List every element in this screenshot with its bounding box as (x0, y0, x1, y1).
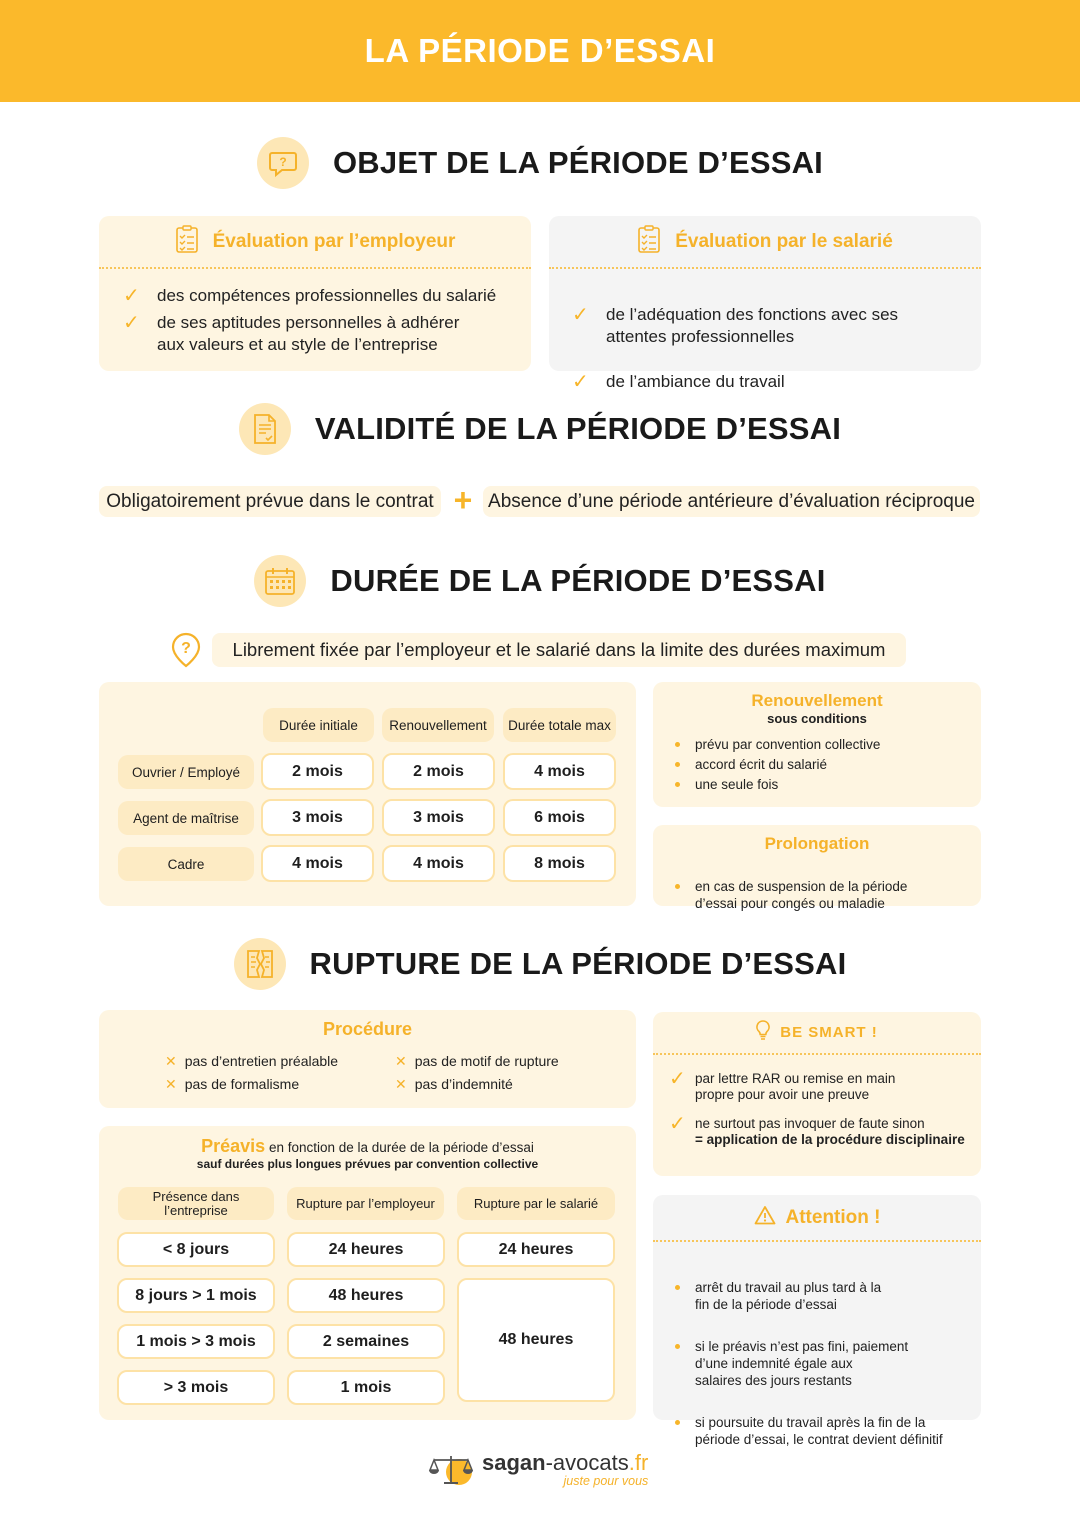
svg-text:?: ? (181, 640, 191, 657)
list-item-text: des compétences professionnelles du salarié (157, 286, 497, 305)
duration-table (99, 682, 636, 906)
notice-title-suffix: en fonction de la durée de la période d’essai (268, 1140, 534, 1155)
check-icon: ✓ (572, 371, 589, 393)
brand-tagline: juste pour vous (563, 1474, 649, 1488)
list-item (669, 1068, 981, 1103)
list-item-text: ne surtout pas invoquer de faute sinon (695, 1116, 925, 1131)
procedure-item (395, 1053, 559, 1070)
check-icon: ✓ (572, 304, 589, 326)
footer-brand (428, 1452, 658, 1496)
notice-heading (99, 1126, 636, 1157)
footer-brand-text (482, 1452, 648, 1488)
checklist-icon (175, 225, 199, 258)
table-cell: 3 mois (382, 799, 495, 836)
question-pin-icon (170, 632, 204, 668)
cross-icon: ✕ (395, 1053, 407, 1069)
renewal-conditions-list (653, 726, 981, 793)
list-item-text: de ses aptitudes personnelles à adhérer aux valeurs et au style de l’entreprise (157, 313, 460, 354)
table-cell: < 8 jours (117, 1232, 275, 1267)
table-cell: 48 heures (287, 1278, 445, 1313)
list-item: en cas de suspension de la période d’essai pour congés ou maladie (669, 878, 981, 912)
table-cell: 8 mois (503, 845, 616, 882)
be-smart-card (653, 1012, 981, 1176)
section-title: DURÉE DE LA PÉRIODE D’ESSAI (330, 563, 826, 598)
section-objet-heading (0, 137, 1080, 189)
section-validite-heading (0, 403, 1080, 455)
procedure-item-text: pas d’entretien préalable (184, 1053, 339, 1069)
renewal-subtitle: sous conditions (767, 711, 867, 726)
cross-icon: ✕ (165, 1053, 177, 1069)
list-item: accord écrit du salarié (669, 756, 981, 773)
calendar-icon (254, 555, 306, 607)
procedure-item (395, 1076, 513, 1093)
plus-icon: + (453, 481, 473, 518)
check-icon: ✓ (123, 285, 140, 307)
duration-note: Librement fixée par l’employeur et le salarié dans la limite des durées maximum (212, 633, 906, 667)
section-duree-heading (0, 555, 1080, 607)
list-item (669, 1113, 981, 1148)
table-cell: 4 mois (382, 845, 495, 882)
procedure-item-text: pas d’indemnité (414, 1076, 513, 1092)
brand-name-suffix: -avocats (545, 1450, 629, 1475)
column-header: Renouvellement (382, 708, 494, 742)
notice-subtitle: sauf durées plus longues prévues par convention collective (196, 1157, 539, 1171)
lightbulb-icon (756, 1020, 770, 1045)
cross-icon: ✕ (395, 1076, 407, 1092)
table-cell: 24 heures (287, 1232, 445, 1267)
list-item (123, 312, 531, 356)
document-check-icon (239, 403, 291, 455)
employer-criteria-list (99, 269, 531, 356)
employer-evaluation-card (99, 216, 531, 371)
table-cell: 1 mois (287, 1370, 445, 1405)
renewal-title: Renouvellement (751, 691, 883, 710)
validity-condition-no-prior-evaluation: Absence d’une période antérieure d’évaluation réciproque (483, 486, 980, 517)
warning-icon (754, 1205, 776, 1230)
column-header: Durée totale max (503, 708, 616, 742)
attention-header (653, 1195, 981, 1242)
extension-list (653, 854, 981, 933)
header-banner (0, 0, 1080, 102)
table-cell: 1 mois > 3 mois (117, 1324, 275, 1359)
attention-card (653, 1195, 981, 1447)
section-title: OBJET DE LA PÉRIODE D’ESSAI (332, 145, 823, 180)
list-item (572, 304, 981, 348)
list-item (572, 371, 981, 393)
table-cell: 2 mois (382, 753, 495, 790)
check-icon: ✓ (123, 312, 140, 334)
list-item-text: de l’adéquation des fonctions avec ses attentes professionnelles (606, 305, 899, 346)
table-cell: 2 mois (261, 753, 374, 790)
torn-document-icon (234, 938, 286, 990)
section-title: VALIDITÉ DE LA PÉRIODE D’ESSAI (314, 411, 842, 446)
employee-evaluation-card (549, 216, 981, 393)
employer-card-header (99, 216, 531, 269)
table-cell: 3 mois (261, 799, 374, 836)
column-header: Présence dans l’entreprise (118, 1187, 274, 1220)
employee-card-header (549, 216, 981, 269)
list-item: prévu par convention collective (669, 736, 981, 753)
column-header: Rupture par l’employeur (287, 1187, 444, 1220)
employee-card-title: Évaluation par le salarié (675, 230, 893, 252)
check-icon: ✓ (669, 1068, 686, 1090)
procedure-item-text: pas de formalisme (184, 1076, 300, 1092)
brand-name (482, 1452, 648, 1474)
row-label: Agent de maîtrise (118, 801, 254, 835)
procedure-item (165, 1076, 299, 1093)
page-title: LA PÉRIODE D’ESSAI (364, 32, 716, 69)
be-smart-header (653, 1012, 981, 1055)
brand-tld: .fr (628, 1450, 649, 1475)
column-header: Durée initiale (263, 708, 374, 742)
question-bubble-icon (257, 137, 309, 189)
procedure-title: Procédure (322, 1019, 413, 1039)
validity-condition-contract: Obligatoirement prévue dans le contrat (99, 486, 441, 517)
attention-list (653, 1242, 981, 1469)
list-item (123, 285, 531, 307)
cross-icon: ✕ (165, 1076, 177, 1092)
list-item-emphasis: = application de la procédure disciplinaire (695, 1132, 965, 1147)
list-item: si poursuite du travail après la fin de la période d’essai, le contrat devient définitif (669, 1414, 981, 1448)
table-cell: 4 mois (503, 753, 616, 790)
employee-criteria-list (549, 269, 981, 416)
row-label: Cadre (118, 847, 254, 881)
renewal-card (653, 682, 981, 807)
svg-text:?: ? (279, 155, 287, 169)
section-rupture-heading (0, 938, 1080, 990)
checklist-icon (637, 225, 661, 258)
table-cell: 24 heures (457, 1232, 615, 1267)
procedure-card (99, 1010, 636, 1108)
list-item: si le préavis n’est pas fini, paiement d’une indemnité égale aux salaires des jours restants (669, 1338, 981, 1389)
brand-name-main: sagan (482, 1450, 546, 1475)
table-cell: 4 mois (261, 845, 374, 882)
table-cell: 8 jours > 1 mois (117, 1278, 275, 1313)
employer-card-title: Évaluation par l’employeur (212, 230, 456, 252)
notice-title: Préavis (201, 1136, 266, 1156)
be-smart-list (653, 1055, 981, 1148)
attention-title: Attention ! (785, 1206, 881, 1228)
list-item: une seule fois (669, 776, 981, 793)
procedure-item-text: pas de motif de rupture (414, 1053, 559, 1069)
extension-card (653, 825, 981, 911)
list-item: arrêt du travail au plus tard à la fin de la période d’essai (669, 1279, 981, 1313)
be-smart-title: BE SMART ! (780, 1024, 878, 1041)
notice-period-card (99, 1126, 636, 1420)
table-cell: 6 mois (503, 799, 616, 836)
row-label: Ouvrier / Employé (118, 755, 254, 789)
column-header: Rupture par le salarié (457, 1187, 615, 1220)
section-title: RUPTURE DE LA PÉRIODE D’ESSAI (309, 946, 847, 981)
scales-logo-icon (428, 1452, 474, 1493)
list-item-text: de l’ambiance du travail (606, 372, 785, 391)
table-cell: > 3 mois (117, 1370, 275, 1405)
procedure-item (165, 1053, 338, 1070)
extension-title: Prolongation (764, 834, 870, 853)
list-item-text: par lettre RAR ou remise en main propre pour avoir une preuve (695, 1071, 896, 1102)
check-icon: ✓ (669, 1113, 686, 1135)
table-cell: 2 semaines (287, 1324, 445, 1359)
table-cell: 48 heures (457, 1278, 615, 1402)
